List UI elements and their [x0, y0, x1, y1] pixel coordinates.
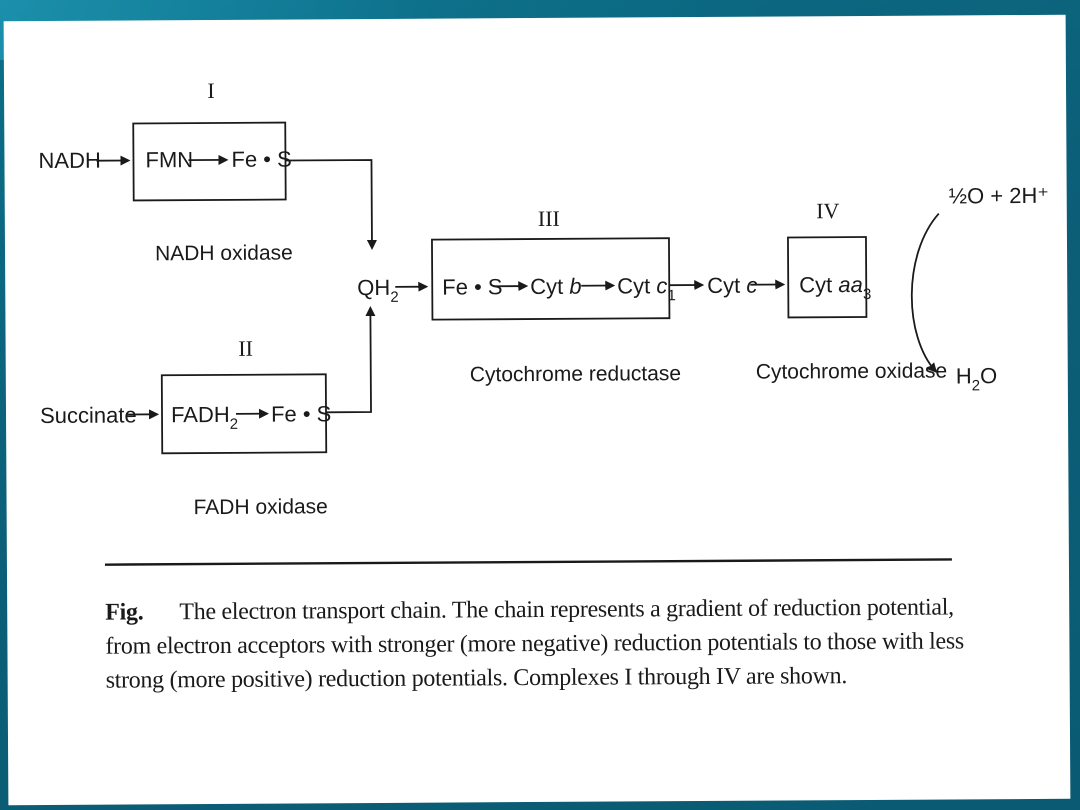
- caption-label: Fig.: [105, 599, 144, 626]
- complex-iv-numeral: IV: [816, 198, 840, 224]
- fadh2-label: $FADH_2$: [170, 401, 239, 433]
- cyt-b-label: Cyt b: [530, 273, 582, 300]
- complex-i-numeral: I: [207, 77, 215, 104]
- caption-text: The electron transport chain. The chain represents a gradient of reduction potential, from electron acceptors with stronger (more negative) reduction potentials to those with less strong (more positive) reduction potentials. Complexes I through IV are shown.: [105, 594, 965, 694]
- fmn-label: FMN: [145, 147, 194, 173]
- cyt-c-label: Cyt c: [707, 272, 758, 298]
- water-label: $H_2O$: [955, 363, 998, 395]
- slide-page: [4, 15, 1071, 805]
- qh2-label: $QH_2$: [357, 274, 399, 306]
- complex-ii-fes-label: Fe • S: [270, 401, 332, 427]
- complex-iii-name: Cytochrome reductase: [469, 362, 682, 387]
- complex-ii-to-qh2-connector: [325, 308, 371, 412]
- complex-i-to-qh2-connector: [285, 160, 372, 249]
- complex-i-fes-label: Fe • S: [231, 146, 292, 172]
- cyt-c1-label: Cyt $c_1$: [617, 273, 676, 305]
- succinate-label: Succinate: [39, 402, 137, 429]
- complex-i-name: NADH oxidase: [154, 241, 293, 266]
- complex-ii-numeral: II: [238, 335, 254, 361]
- cyt-aa3-label: Cyt $aa_3$: [799, 272, 872, 304]
- complex-iii-numeral: III: [537, 205, 560, 231]
- complex-ii-name: FADH oxidase: [193, 495, 328, 520]
- oxygen-reactant-label: ½O + 2H⁺: [948, 182, 1050, 209]
- figure-caption: [105, 590, 976, 697]
- nadh-label: NADH: [38, 147, 101, 174]
- complex-iii-fes-label: Fe • S: [442, 274, 503, 300]
- caption-divider: [105, 559, 952, 564]
- oxygen-reduction-curved-arrow: [911, 214, 939, 372]
- complex-iv-name: Cytochrome oxidase: [755, 359, 948, 384]
